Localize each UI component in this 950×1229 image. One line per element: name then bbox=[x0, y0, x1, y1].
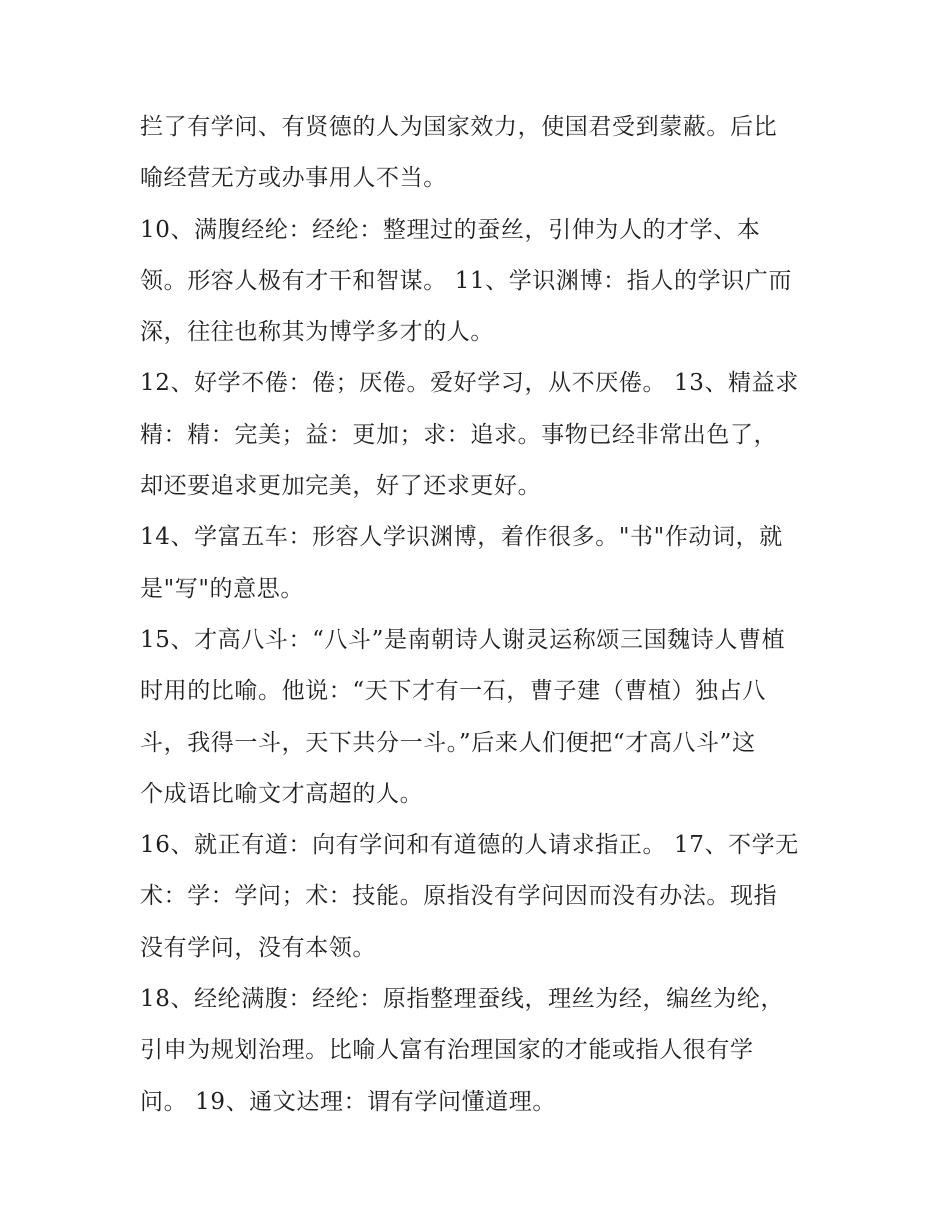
text-line-4: 领。形容人极有才干和智谋。 11、学识渊博：指人的学识广而 bbox=[140, 267, 792, 294]
text-line-7: 精：精：完美；益：更加；求：追求。事物已经非常出色了， bbox=[140, 421, 778, 448]
text-line-18: 18、经纶满腹：经纶：原指整理蚕线，理丝为经，编丝为纶， bbox=[140, 986, 785, 1013]
text-line-2: 喻经营无方或办事用人不当。 bbox=[140, 165, 447, 192]
text-line-1: 拦了有学问、有贤德的人为国家效力，使国君受到蒙蔽。后比 bbox=[140, 114, 778, 140]
text-line-14: 个成语比喻文才高超的人。 bbox=[140, 780, 424, 807]
text-line-11: 15、才高八斗：“八斗”是南朝诗人谢灵运称颂三国魏诗人曹植 bbox=[140, 626, 786, 653]
text-line-3: 10、满腹经纶：经纶：整理过的蚕丝，引伸为人的才学、本 bbox=[140, 216, 761, 243]
text-line-10: 是"写"的意思。 bbox=[140, 575, 304, 602]
text-line-15: 16、就正有道：向有学问和有道德的人请求指正。 17、不学无 bbox=[140, 832, 799, 859]
text-line-6: 12、好学不倦：倦；厌倦。爱好学习，从不厌倦。 13、精益求 bbox=[140, 370, 799, 397]
text-line-9: 14、学富五车：形容人学识渊博，着作很多。"书"作动词，就 bbox=[140, 524, 783, 551]
text-line-16: 术：学：学问；术：技能。原指没有学问因而没有办法。现指 bbox=[140, 883, 778, 910]
text-line-20: 问。 19、通文达理：谓有学问懂道理。 bbox=[140, 1088, 556, 1115]
text-line-8: 却还要追求更加完美，好了还求更好。 bbox=[140, 473, 542, 500]
text-line-5: 深，往往也称其为博学多才的人。 bbox=[140, 319, 494, 346]
text-line-19: 引申为规划治理。比喻人富有治理国家的才能或指人很有学 bbox=[140, 1037, 754, 1064]
text-line-12: 时用的比喻。他说：“天下才有一石，曹子建（曹植）独占八 bbox=[140, 678, 766, 705]
text-line-13: 斗，我得一斗，天下共分一斗。”后来人们便把“才高八斗”这 bbox=[140, 729, 756, 756]
text-line-17: 没有学问，没有本领。 bbox=[140, 934, 376, 961]
document-body bbox=[140, 102, 818, 1128]
